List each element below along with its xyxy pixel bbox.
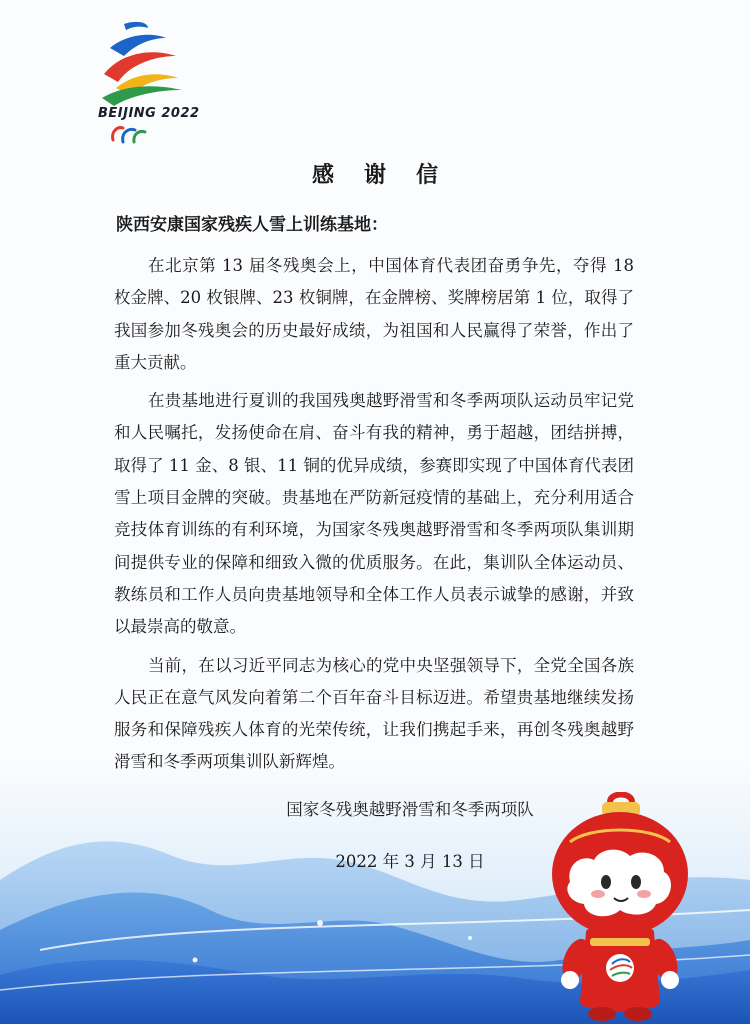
letter-paragraph: 在北京第 13 届冬残奥会上，中国体育代表团奋勇争先，夺得 18 枚金牌、20 枚银牌、23 枚铜牌，在金牌榜、奖牌榜居第 1 位，取得了我国参加冬残奥会的历史最好成绩，为祖国和人民赢得了荣誉，作出了重大贡献。 [114,256,634,372]
letter-paragraph: 在贵基地进行夏训的我国残奥越野滑雪和冬季两项队运动员牢记党和人民嘱托，发扬使命在肩、奋斗有我的精神，勇于超越，团结拼搏，取得了 11 金、8 银、11 铜的优异成绩，参赛即实现了中国体育代表团雪上项目金牌的突破。贵基地在严防新冠疫情的基础上，充分利用适合竞技体育训练的有利环境，为国家冬残奥越野滑雪和冬季两项队集训期间提供专业的保障和细致入微的优质服务。在此，集训队全体运动员、教练员和工作人员向贵基地领导和全体工作人员表示诚挚的感谢，并致以最崇高的敬意。 [114,391,634,637]
letter-salutation: 陕西安康国家残疾人雪上训练基地： [116,215,388,235]
letter-signature: 国家冬残奥越野滑雪和冬季两项队 [286,800,534,819]
beijing-2022-emblem-icon [96,18,186,106]
letter-date: 2022 年 3 月 13 日 [335,852,485,871]
paralympic-agitos-icon [109,124,149,146]
letter-title: 感谢信 [311,162,468,188]
beijing-2022-wordmark: BEIJING 2022 [98,106,200,121]
letter-body [114,250,634,785]
letter-paragraph: 当前，在以习近平同志为核心的党中央坚强领导下，全党全国各族人民正在意气风发向着第二个百年奋斗目标迈进。希望贵基地继续发扬服务和保障残疾人体育的光荣传统，让我们携起手来，再创冬残奥越野滑雪和冬季两项集训队新辉煌。 [114,655,634,772]
shuey-rhon-rhon-mascot-icon [540,792,700,1024]
beijing-2022-logo [96,18,200,148]
